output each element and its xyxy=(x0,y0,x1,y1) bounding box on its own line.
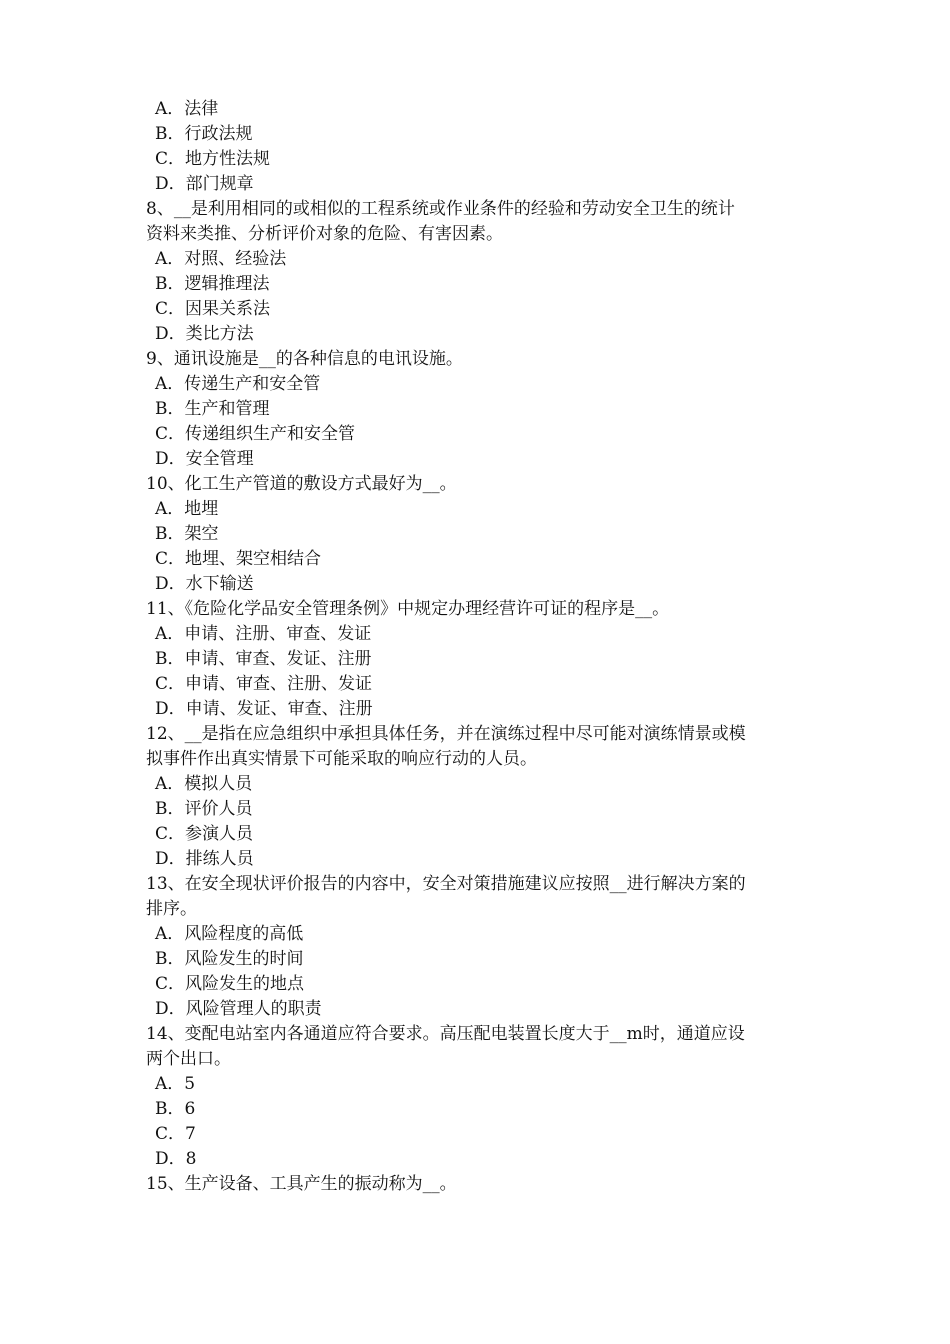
question-text-line: 15、生产设备、工具产生的振动称为__。 xyxy=(146,1174,457,1194)
option-b: B．架空 xyxy=(155,524,219,544)
option-d: D．排练人员 xyxy=(155,849,254,869)
question-9 xyxy=(146,347,812,472)
question-text-line: 11、《危险化学品安全管理条例》中规定办理经营许可证的程序是__。 xyxy=(146,599,670,619)
option-b: B．逻辑推理法 xyxy=(155,274,270,294)
option-b: B．申请、审查、发证、注册 xyxy=(155,649,372,669)
option-b: B．评价人员 xyxy=(155,799,253,819)
question-10 xyxy=(146,472,812,597)
option-d: D．类比方法 xyxy=(155,324,254,344)
question-13 xyxy=(146,872,812,1022)
question-text-line: 13、在安全现状评价报告的内容中，安全对策措施建议应按照__进行解决方案的 xyxy=(146,874,746,894)
option-c: C．参演人员 xyxy=(155,824,254,844)
question-text-line: 资料来类推、分析评价对象的危险、有害因素。 xyxy=(146,224,503,244)
question-text-line: 12、__是指在应急组织中承担具体任务，并在演练过程中尽可能对演练情景或模 xyxy=(146,724,746,744)
option-a: A．5 xyxy=(155,1074,196,1094)
question-text-line: 拟事件作出真实情景下可能采取的响应行动的人员。 xyxy=(146,749,537,769)
question-15 xyxy=(146,1172,812,1197)
option-d: D．申请、发证、审查、注册 xyxy=(155,699,373,719)
question-11 xyxy=(146,597,812,722)
question-text-line: 两个出口。 xyxy=(146,1049,231,1069)
option-c: C．因果关系法 xyxy=(155,299,271,319)
option-c: C．风险发生的地点 xyxy=(155,974,305,994)
question-text-line: 14、变配电站室内各通道应符合要求。高压配电装置长度大于__m时，通道应设 xyxy=(146,1024,745,1044)
option-a: A．对照、经验法 xyxy=(155,249,287,269)
option-a: A．传递生产和安全管 xyxy=(155,374,321,394)
option-c: C．地方性法规 xyxy=(155,149,271,169)
previous-question-options xyxy=(146,97,812,197)
option-c: C．传递组织生产和安全管 xyxy=(155,424,356,444)
question-text-line: 10、化工生产管道的敷设方式最好为__。 xyxy=(146,474,457,494)
option-c: C．地埋、架空相结合 xyxy=(155,549,322,569)
option-d: D．安全管理 xyxy=(155,449,254,469)
option-d: D．8 xyxy=(155,1149,197,1169)
question-14 xyxy=(146,1022,812,1172)
option-b: B．生产和管理 xyxy=(155,399,270,419)
document-page xyxy=(146,97,812,1197)
question-text-line: 排序。 xyxy=(146,899,197,919)
option-d: D．部门规章 xyxy=(155,174,254,194)
option-c: C．7 xyxy=(155,1124,196,1144)
option-a: A．法律 xyxy=(155,99,219,119)
question-12 xyxy=(146,722,812,872)
option-a: A．申请、注册、审查、发证 xyxy=(155,624,372,644)
option-a: A．地埋 xyxy=(155,499,219,519)
question-text-line: 8、__是利用相同的或相似的工程系统或作业条件的经验和劳动安全卫生的统计 xyxy=(146,199,735,219)
option-b: B．风险发生的时间 xyxy=(155,949,304,969)
option-b: B．6 xyxy=(155,1099,196,1119)
option-b: B．行政法规 xyxy=(155,124,253,144)
question-8 xyxy=(146,197,812,347)
option-a: A．模拟人员 xyxy=(155,774,253,794)
option-c: C．申请、审查、注册、发证 xyxy=(155,674,373,694)
option-d: D．水下输送 xyxy=(155,574,254,594)
option-a: A．风险程度的高低 xyxy=(155,924,304,944)
option-d: D．风险管理人的职责 xyxy=(155,999,322,1019)
question-text-line: 9、通讯设施是__的各种信息的电讯设施。 xyxy=(146,349,463,369)
